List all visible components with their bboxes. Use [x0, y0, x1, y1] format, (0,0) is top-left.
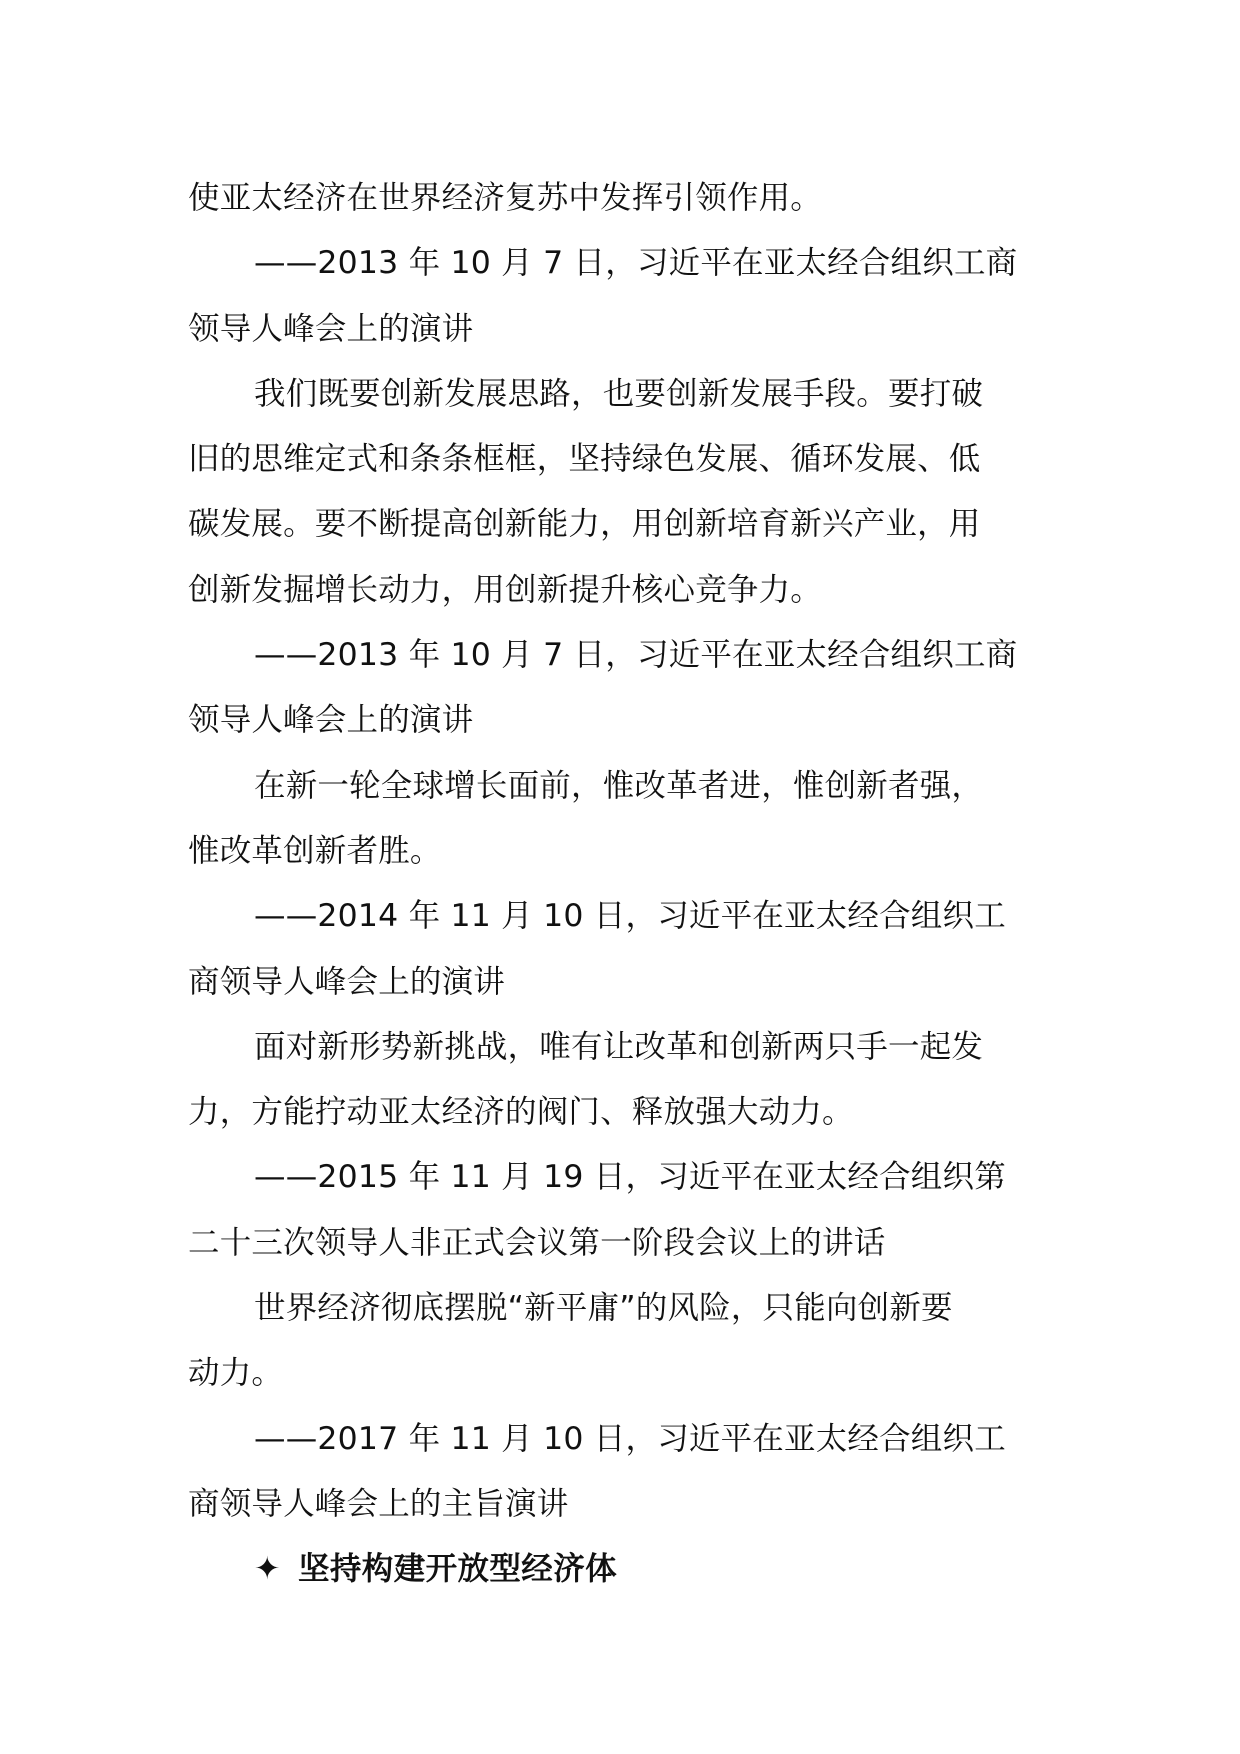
text-line: 领导人峰会上的演讲	[188, 310, 474, 347]
text-line: 面对新形势新挑战，唯有让改革和创新两只手一起发	[254, 1028, 984, 1065]
document-page	[188, 166, 1068, 1603]
text-line: 动力。	[188, 1355, 284, 1392]
text-line: ——2013 年 10 月 7 日，习近平在亚太经合组织工商	[254, 245, 1018, 282]
text-line: 在新一轮全球增长面前，惟改革者进，惟创新者强，	[254, 767, 984, 804]
document-body	[188, 166, 1068, 1537]
section-heading-text: 坚持构建开放型经济体	[298, 1551, 618, 1588]
text-line: 我们既要创新发展思路，也要创新发展手段。要打破	[254, 375, 984, 412]
text-line: ——2015 年 11 月 19 日，习近平在亚太经合组织第	[254, 1159, 1006, 1196]
text-line: 碳发展。要不断提高创新能力，用创新培育新兴产业，用	[188, 506, 981, 543]
text-line: ——2017 年 11 月 10 日，习近平在亚太经合组织工	[254, 1420, 1006, 1457]
text-line: 商领导人峰会上的主旨演讲	[188, 1485, 569, 1522]
text-line: 使亚太经济在世界经济复苏中发挥引领作用。	[188, 180, 823, 216]
text-line: 世界经济彻底摆脱“新平庸”的风险，只能向创新要	[254, 1290, 953, 1327]
text-line: 旧的思维定式和条条框框，坚持绿色发展、循环发展、低	[188, 441, 981, 478]
text-line: 力，方能拧动亚太经济的阀门、释放强大动力。	[188, 1094, 854, 1131]
text-line: 惟改革创新者胜。	[188, 832, 442, 869]
text-line: 商领导人峰会上的演讲	[188, 963, 506, 1000]
text-line: 创新发掘增长动力，用创新提升核心竞争力。	[188, 571, 823, 608]
star-bullet-icon: ✦	[254, 1551, 281, 1588]
text-line: 领导人峰会上的演讲	[188, 702, 474, 739]
section-heading	[188, 1537, 1068, 1602]
text-line: 二十三次领导人非正式会议第一阶段会议上的讲话	[188, 1224, 886, 1261]
text-line: ——2013 年 10 月 7 日，习近平在亚太经合组织工商	[254, 637, 1018, 674]
text-line: ——2014 年 11 月 10 日，习近平在亚太经合组织工	[254, 898, 1006, 935]
